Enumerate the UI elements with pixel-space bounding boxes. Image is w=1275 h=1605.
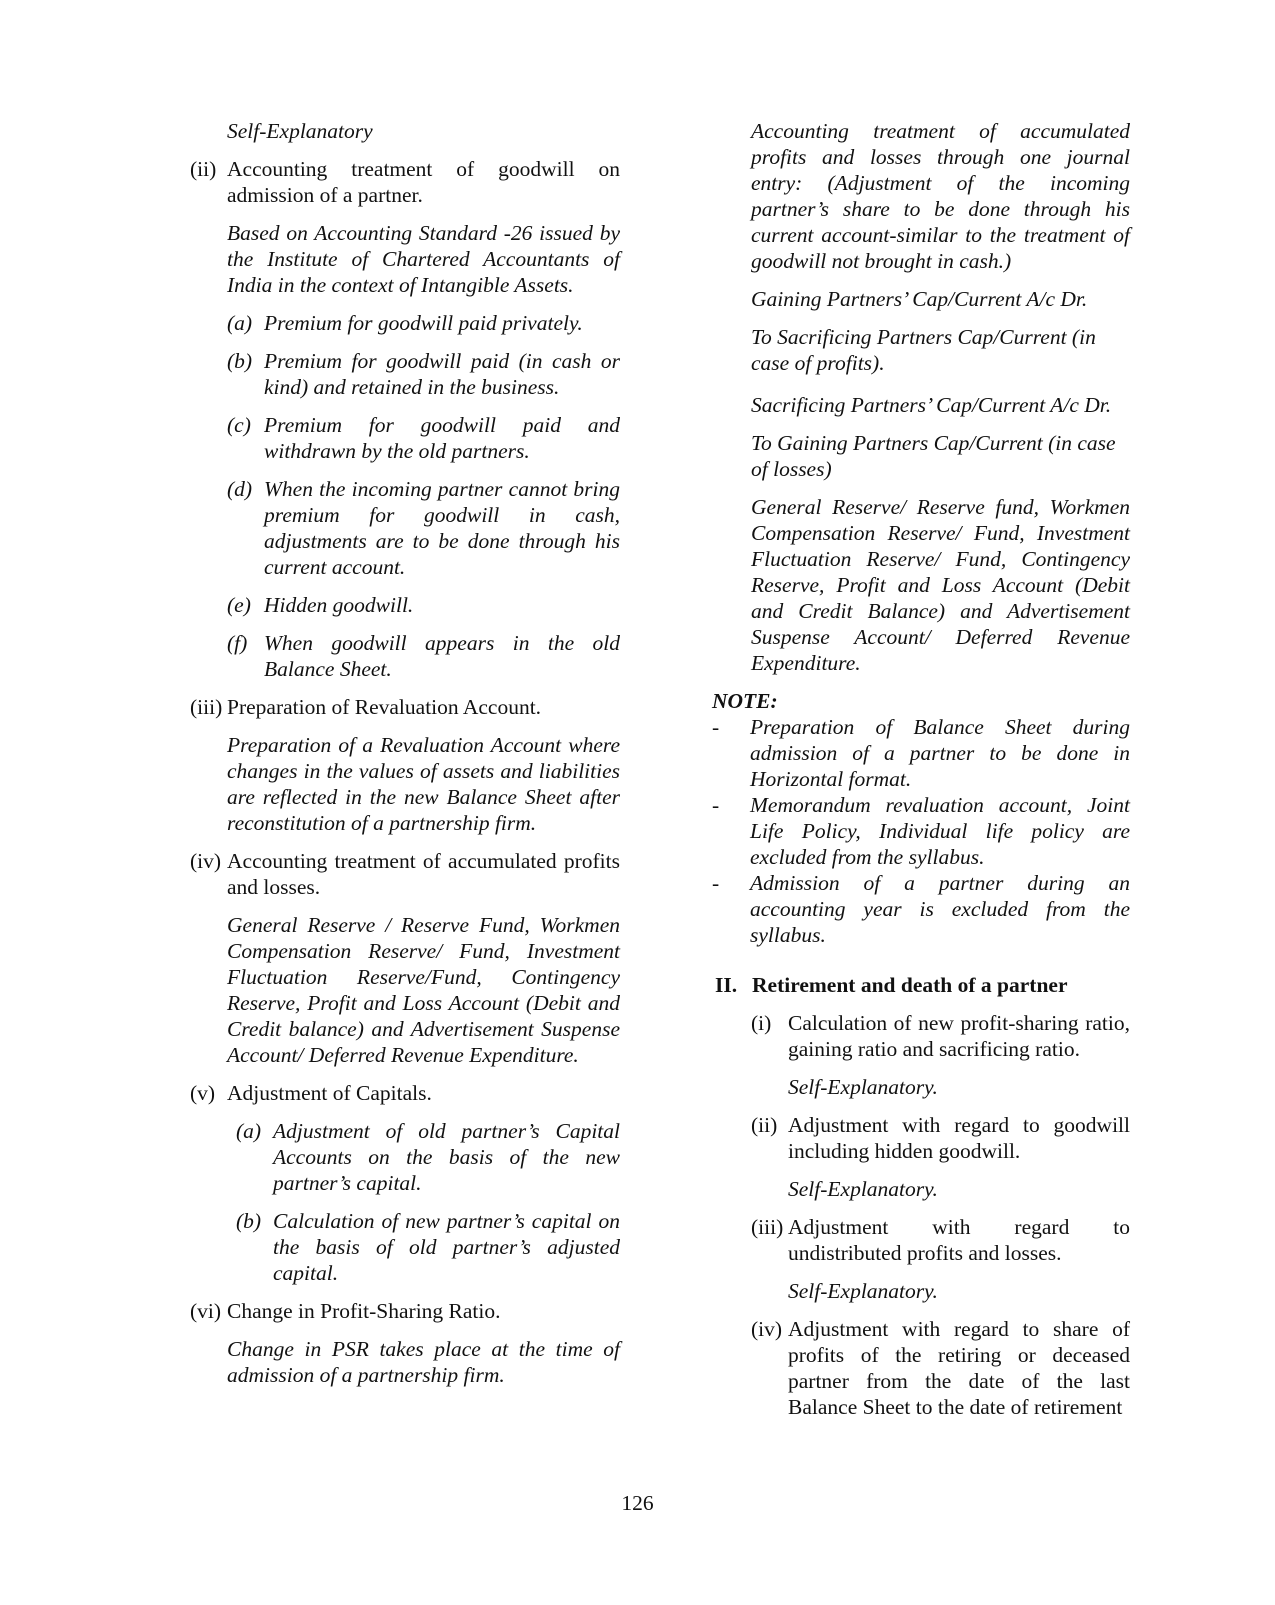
item-iii	[190, 694, 620, 720]
item-number: (iii)	[190, 695, 223, 719]
section-title: Retirement and death of a partner	[752, 973, 1068, 997]
list-item-text: Hidden goodwill.	[264, 593, 414, 617]
journal-entry-line: To Gaining Partners Cap/Current (in case of losses)	[751, 431, 1116, 481]
item-title: Adjustment of Capitals.	[227, 1081, 432, 1105]
item-v	[190, 1080, 620, 1106]
journal-entry-line: Sacrificing Partners’ Cap/Current A/c Dr.	[751, 393, 1112, 417]
list-item	[751, 1316, 1130, 1420]
list-item-text: Premium for goodwill paid (in cash or kind) and retained in the business.	[264, 349, 620, 399]
list-item	[227, 592, 620, 618]
note-item	[712, 870, 1130, 948]
item-vi	[190, 1298, 620, 1324]
journal-entry-line: Gaining Partners’ Cap/Current A/c Dr.	[751, 287, 1088, 311]
item-title: Accounting treatment of accumulated profits and losses.	[227, 849, 620, 899]
item-description: Self-Explanatory.	[788, 1177, 938, 1201]
note-list	[712, 714, 1130, 948]
list-item-text: When the incoming partner cannot bring premium for goodwill in cash, adjustments are to be done through his current account.	[264, 477, 620, 579]
item-description: Self-Explanatory.	[788, 1279, 938, 1303]
right-column	[712, 118, 1160, 1420]
item-title: Preparation of Revaluation Account.	[227, 695, 542, 719]
item-number: (ii)	[190, 157, 217, 181]
list-item-text: Adjustment of old partner’s Capital Accounts on the basis of the new partner’s capital.	[273, 1119, 620, 1195]
item-title: Change in Profit-Sharing Ratio.	[227, 1299, 501, 1323]
paragraph: General Reserve/ Reserve fund, Workmen Compensation Reserve/ Fund, Investment Fluctuation Reserve/ Fund, Contingency Reserve, Profit and Loss Account (Debit and Credit Balance) and Advertisement Suspense Account/ Deferred Revenue Expenditure.	[751, 495, 1130, 675]
note-dash: -	[712, 871, 720, 895]
item-description: Based on Accounting Standard -26 issued by the Institute of Chartered Accountants of India in the context of Intangible Assets.	[227, 221, 620, 297]
note-item	[712, 792, 1130, 870]
list-item	[227, 348, 620, 400]
note-item	[712, 714, 1130, 792]
section-heading	[712, 972, 1160, 998]
list-item	[227, 476, 620, 580]
item-title: Accounting treatment of goodwill on admission of a partner.	[227, 157, 620, 207]
note-text: Admission of a partner during an accounting year is excluded from the syllabus.	[750, 871, 1130, 947]
list-item-label: (e)	[227, 593, 251, 617]
item-number: (vi)	[190, 1299, 222, 1323]
list-item-label: (i)	[751, 1011, 772, 1035]
note-text: Preparation of Balance Sheet during admission of a partner to be done in Horizontal format.	[750, 715, 1130, 791]
item-number: (iv)	[190, 849, 222, 873]
capital-sublist	[190, 1118, 620, 1286]
list-item-label: (ii)	[751, 1113, 778, 1137]
left-column	[190, 118, 620, 1388]
list-item-label: (d)	[227, 477, 253, 501]
retirement-list	[712, 1010, 1130, 1420]
list-item-text: Premium for goodwill paid and withdrawn by the old partners.	[264, 413, 620, 463]
list-item	[236, 1208, 620, 1286]
list-item-text: Adjustment with regard to share of profits of the retiring or deceased partner from the date of the last Balance Sheet to the date of retirement	[788, 1317, 1130, 1419]
list-item	[751, 1214, 1130, 1266]
list-item-label: (f)	[227, 631, 248, 655]
list-item-label: (iii)	[751, 1215, 784, 1239]
list-item	[236, 1118, 620, 1196]
list-item	[227, 630, 620, 682]
list-item	[751, 1010, 1130, 1062]
note-dash: -	[712, 793, 720, 817]
journal-entry-block	[712, 118, 1130, 676]
list-item	[227, 412, 620, 464]
item-iv	[190, 848, 620, 900]
list-item-text: Calculation of new partner’s capital on the basis of old partner’s adjusted capital.	[273, 1209, 620, 1285]
paragraph: Accounting treatment of accumulated profits and losses through one journal entry: (Adjustment of the incoming partner’s share to be done through his current account-similar to the treatment of goodwill not brought in cash.)	[751, 119, 1130, 273]
list-item-label: (a)	[236, 1119, 262, 1143]
page-number: 126	[621, 1491, 654, 1515]
section-number: II.	[715, 973, 738, 997]
item-description: Change in PSR takes place at the time of admission of a partnership firm.	[227, 1337, 620, 1387]
note-heading: NOTE:	[712, 689, 778, 713]
goodwill-sublist	[190, 310, 620, 682]
item-description: Self-Explanatory.	[788, 1075, 938, 1099]
note-text: Memorandum revaluation account, Joint Life Policy, Individual life policy are excluded from the syllabus.	[750, 793, 1130, 869]
list-item-text: When goodwill appears in the old Balance Sheet.	[264, 631, 620, 681]
item-description: Preparation of a Revaluation Account where changes in the values of assets and liabilities are reflected in the new Balance Sheet after reconstitution of a partnership firm.	[227, 733, 620, 835]
list-item	[227, 310, 620, 336]
self-explanatory-text: Self-Explanatory	[227, 119, 373, 143]
note-dash: -	[712, 715, 720, 739]
list-item	[751, 1112, 1130, 1164]
item-ii	[190, 156, 620, 208]
list-item-text: Premium for goodwill paid privately.	[264, 311, 583, 335]
list-item-label: (b)	[236, 1209, 262, 1233]
item-description: General Reserve / Reserve Fund, Workmen Compensation Reserve/ Fund, Investment Fluctuation Reserve/Fund, Contingency Reserve, Profit and Loss Account (Debit and Credit balance) and Advertisement Suspense Account/ Deferred Revenue Expenditure.	[227, 913, 620, 1067]
list-item-label: (c)	[227, 413, 251, 437]
list-item-text: Calculation of new profit-sharing ratio, gaining ratio and sacrificing ratio.	[788, 1011, 1130, 1061]
list-item-label: (b)	[227, 349, 253, 373]
item-number: (v)	[190, 1081, 216, 1105]
list-item-text: Adjustment with regard to undistributed profits and losses.	[788, 1215, 1130, 1265]
journal-entry-line: To Sacrificing Partners Cap/Current (in case of profits).	[751, 325, 1096, 375]
list-item-label: (a)	[227, 311, 253, 335]
list-item-text: Adjustment with regard to goodwill including hidden goodwill.	[788, 1113, 1130, 1163]
list-item-label: (iv)	[751, 1317, 783, 1341]
